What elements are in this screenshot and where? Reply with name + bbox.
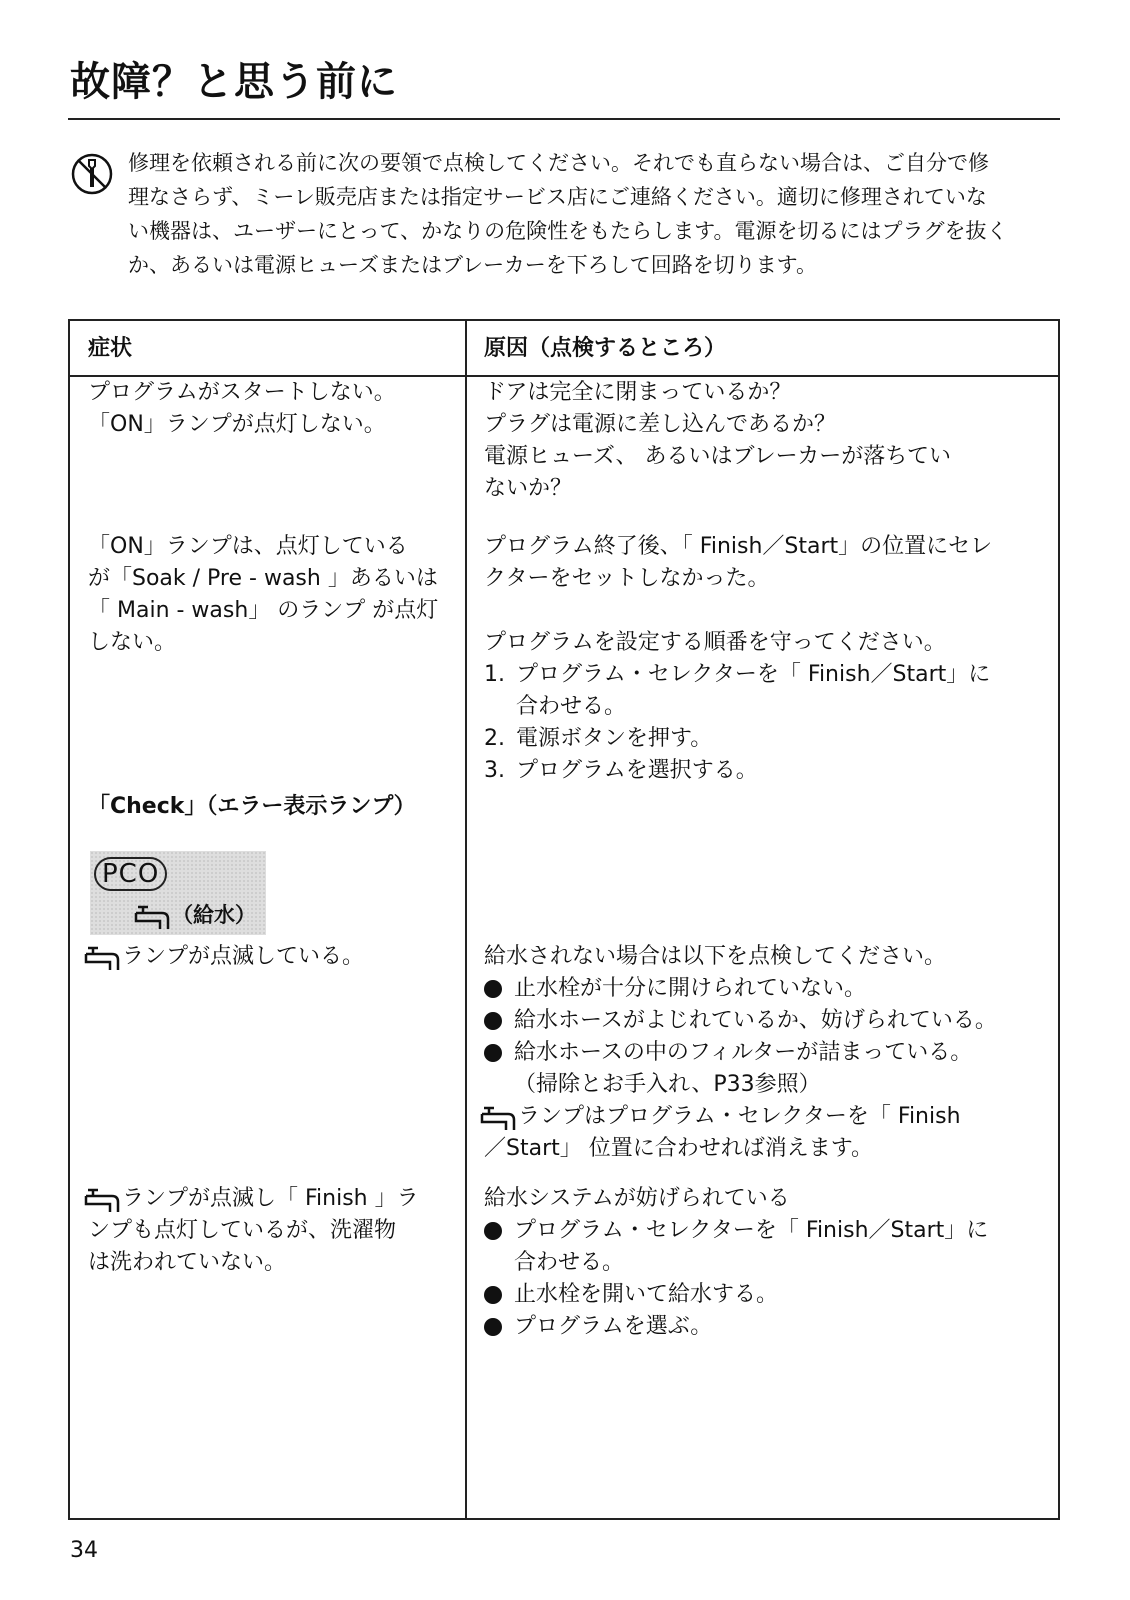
bullet-dot: [484, 1222, 502, 1240]
procedure-step: [484, 691, 990, 723]
bullet-item: [484, 1311, 988, 1343]
row4-cause: [484, 1183, 988, 1343]
bullet-text: 給水ホースがよじれているか、妨げられている。: [514, 1008, 997, 1033]
text-line: しない。: [88, 630, 177, 655]
bullet-text: 止水栓が十分に開けられていない。: [514, 976, 867, 1001]
bullet-dot: [484, 1286, 502, 1304]
intro-line: か、あるいは電源ヒューズまたはブレーカーを下ろして回路を切ります。: [128, 253, 818, 277]
troubleshooting-table: [68, 319, 1060, 1520]
bullet-text: プログラムを選ぶ。: [514, 1314, 713, 1339]
step-number: 3.: [484, 758, 505, 783]
column-divider: [465, 321, 467, 1518]
bullet-item: [484, 1279, 988, 1311]
text-line: が「Soak / Pre - wash 」あるいは: [88, 566, 438, 591]
procedure-step: [484, 755, 990, 787]
symptom-text: ランプが点滅している。: [122, 944, 365, 969]
row2-cause: [484, 531, 992, 595]
check-lamp-label: 「Check」（エラー表示ランプ）: [88, 794, 416, 819]
bullet-dot: [484, 980, 502, 998]
row3-cause: [484, 941, 997, 1101]
step-text: 電源ボタンを押す。: [516, 726, 713, 751]
text-line: ないか？: [484, 476, 573, 501]
cause-intro: 給水システムが妨げられている: [484, 1186, 790, 1211]
bullet-item: [484, 973, 997, 1005]
text-line: ／Start」 位置に合わせれば消えます。: [484, 1136, 873, 1161]
intro-line: 理なさらず、ミーレ販売店または指定サービス店にご連絡ください。適切に修理されていな: [128, 185, 987, 209]
procedure-step: [484, 659, 990, 691]
row1-symptom: [88, 377, 396, 441]
water-lamp-label: [134, 899, 256, 931]
step-text: プログラム・セレクターを「 Finish／Start」に: [516, 662, 991, 687]
header-symptom: 症状: [88, 336, 133, 361]
text-line: [84, 1183, 419, 1215]
header-cause: 原因（点検するところ）: [484, 336, 727, 361]
row2-procedure: [484, 627, 990, 787]
text-line: 「 Main - wash」 のランプ が点灯: [88, 598, 439, 623]
water-tap-icon: [84, 1184, 122, 1214]
pco-indicator: PCO: [94, 857, 167, 891]
title-divider: [68, 118, 1060, 120]
row2-symptom: [88, 531, 438, 659]
bullet-note: （掃除とお手入れ、P33参照）: [514, 1072, 821, 1097]
text-line: 「ON」ランプは、点灯している: [88, 534, 408, 559]
lamp-note-text: ランプはプログラム・セレクターを「 Finish: [518, 1104, 961, 1129]
text-line: クターをセットしなかった。: [484, 566, 770, 591]
text-line: 電源ヒューズ、 あるいはブレーカーが落ちてい: [484, 444, 952, 469]
step-number: 2.: [484, 726, 505, 751]
row1-cause: [484, 377, 951, 505]
text-line: プログラムがスタートしない。: [88, 380, 396, 405]
procedure-step: [484, 723, 990, 755]
text-line: プラグは電源に差し込んであるか？: [484, 412, 837, 437]
bullet-item: [484, 1005, 997, 1037]
intro-paragraph: [128, 146, 1063, 282]
row3-lamp-note: [480, 1101, 961, 1165]
row4-symptom: [84, 1183, 419, 1279]
bullet-text: 給水ホースの中のフィルターが詰まっている。: [514, 1040, 973, 1065]
water-tap-icon: [84, 942, 122, 972]
text-line: ンプも点灯しているが、洗濯物: [88, 1218, 397, 1243]
row3-symptom: [84, 941, 364, 973]
bullet-dot: [484, 1044, 502, 1062]
pco-lamp-panel: [90, 851, 266, 935]
bullet-dot: [484, 1012, 502, 1030]
page-title: 故障？と思う前に: [70, 59, 398, 105]
page-number: 34: [70, 1538, 98, 1563]
text-line: は洗われていない。: [88, 1250, 287, 1275]
symptom-text: ランプが点滅し「 Finish 」ラ: [122, 1186, 419, 1211]
bullet-text: プログラム・セレクターを「 Finish／Start」に: [514, 1218, 989, 1243]
bullet-text: 止水栓を開いて給水する。: [514, 1282, 779, 1307]
intro-line: い機器は、ユーザーにとって、かなりの危険性をもたらします。電源を切るにはプラグを抜く: [128, 219, 1008, 243]
water-label-text: （給水）: [172, 903, 256, 927]
procedure-intro: プログラムを設定する順番を守ってください。: [484, 630, 946, 655]
bullet-item: [484, 1215, 988, 1247]
step-text: 合わせる。: [516, 694, 627, 719]
text-line: [84, 941, 364, 973]
water-tap-icon: [134, 901, 172, 931]
step-text: プログラムを選択する。: [516, 758, 758, 783]
water-tap-icon: [480, 1102, 518, 1132]
cause-intro: 給水されない場合は以下を点検してください。: [484, 944, 947, 969]
bullet-dot: [484, 1318, 502, 1336]
intro-line: 修理を依頼される前に次の要領で点検してください。それでも直らない場合は、ご自分で修: [128, 151, 989, 175]
text-line: [480, 1101, 961, 1133]
text-line: 「ON」ランプが点灯しない。: [88, 412, 386, 437]
bullet-item: [484, 1037, 997, 1069]
text-line: プログラム終了後、「 Finish／Start」の位置にセレ: [484, 534, 993, 559]
bullet-continuation: 合わせる。: [514, 1250, 625, 1275]
text-line: ドアは完全に閉まっているか？: [484, 380, 792, 405]
step-number: 1.: [484, 662, 505, 687]
no-repair-warning-icon: [70, 152, 114, 196]
